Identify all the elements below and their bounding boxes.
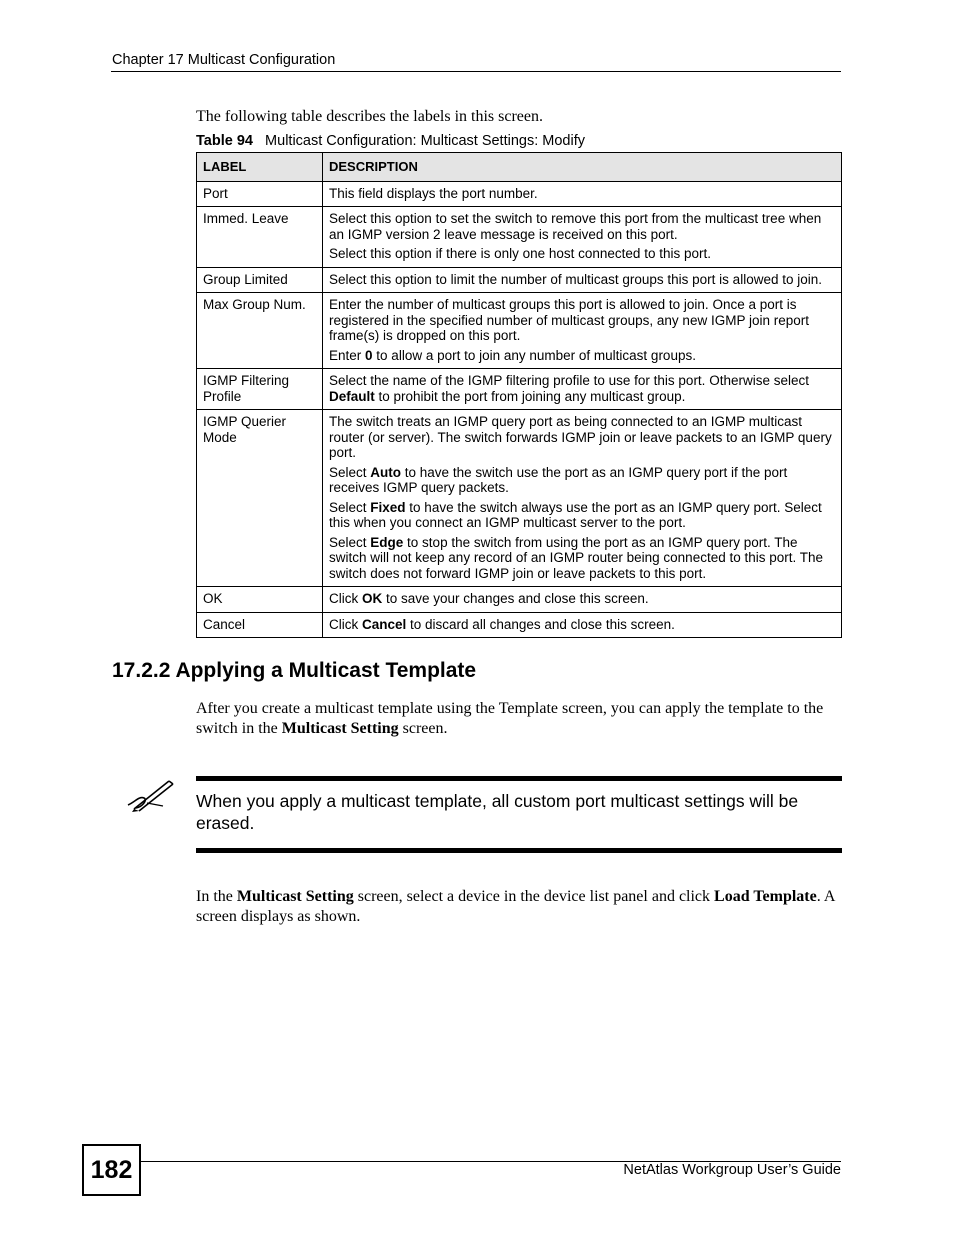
section-paragraph [196,699,844,739]
row-label: Cancel [197,612,323,638]
footer-guide-title: NetAtlas Workgroup User’s Guide [623,1162,841,1178]
final-paragraph-text-1: In the [196,888,237,905]
header-rule [111,71,841,72]
table-row [197,293,842,369]
table-header-row [197,153,842,182]
final-paragraph-text-2: screen, select a device in the device list panel and click [353,888,715,905]
description-paragraph [329,535,836,582]
description-paragraph [329,373,836,404]
section-paragraph-text: After you create a multicast template using the Template screen, you can apply the template to the switch in the [196,700,824,737]
row-description [323,369,842,410]
table-row [197,587,842,613]
description-text: Select [329,534,371,550]
table-row [197,181,842,207]
section-heading: 17.2.2 Applying a Multicast Template [112,659,477,682]
description-paragraph [329,348,836,364]
row-label: IGMP Querier Mode [197,410,323,587]
description-bold-term: 0 [365,347,373,363]
section-paragraph-text-end: screen. [398,720,448,737]
row-description [323,267,842,293]
note-bottom-rule [196,848,842,853]
row-label: Max Group Num. [197,293,323,369]
note-top-rule [196,776,842,781]
row-label: IGMP Filtering Profile [197,369,323,410]
description-text: to have the switch always use the port as an IGMP query port. Select this when you connect an IGMP multicast server to the port. [329,499,822,530]
row-description [323,612,842,638]
row-description [323,293,842,369]
row-description [323,181,842,207]
description-bold-term: Cancel [362,616,407,632]
description-bold-term: OK [362,591,383,606]
description-paragraph: This field displays the port number. [329,185,538,201]
final-paragraph [196,887,844,927]
description-paragraph [329,500,836,531]
description-text: to stop the switch from using the port as an IGMP query port. The switch will not keep any record of an IGMP router being connected to this port. The switch does not forward IGMP join or leave packets to this port. [329,534,824,581]
column-header-label: LABEL [197,153,323,182]
intro-text: The following table describes the labels in this screen. [196,108,544,125]
table-caption [196,133,585,149]
description-bold-term: Auto [370,464,402,480]
description-text: to discard all changes and close this screen. [406,616,675,632]
final-paragraph-text-3: . A screen displays as shown. [196,888,835,925]
description-paragraph: Enter the number of multicast groups this port is allowed to join. Once a port is registered in the specified number of multicast groups, any new IGMP join report frame(s) is dropped on this port. [329,297,809,343]
description-text: to allow a port to join any number of multicast groups. [372,347,696,363]
description-paragraph: The switch treats an IGMP query port as being connected to an IGMP multicast router (or server). The switch forwards IGMP join or leave packets to an IGMP query port. [329,414,832,460]
row-description [323,410,842,587]
description-table [196,152,842,638]
description-text: Click [329,616,362,632]
description-text: to save your changes and close this screen. [382,591,649,606]
table-row [197,410,842,587]
description-text: Enter [329,347,366,363]
description-bold-term: Edge [370,534,404,550]
description-paragraph [329,617,836,633]
running-header: Chapter 17 Multicast Configuration [112,52,336,68]
description-text: Select the name of the IGMP filtering profile to use for this port. Otherwise select [329,373,809,388]
description-text: Click [329,591,362,606]
column-header-description: DESCRIPTION [323,153,842,182]
row-description [323,207,842,268]
row-label: OK [197,587,323,613]
table-row [197,612,842,638]
table-row [197,267,842,293]
table-row [197,369,842,410]
table-caption-number: Table 94 [196,133,253,149]
final-paragraph-bold-1: Multicast Setting [236,888,354,905]
table-body [197,181,842,638]
description-paragraph [329,465,836,496]
description-paragraph: Select this option to limit the number of multicast groups this port is allowed to join. [329,271,822,287]
row-label: Port [197,181,323,207]
final-paragraph-bold-2: Load Template [714,888,817,905]
description-text: Select [329,499,371,515]
page-number: 182 [82,1144,141,1196]
description-text: to have the switch use the port as an IGMP query port if the port receives IGMP query packets. [329,464,788,495]
description-bold-term: Default [329,388,375,404]
pencil-note-icon [123,778,175,812]
description-paragraph [329,591,836,607]
row-label: Group Limited [197,267,323,293]
note-text: When you apply a multicast template, all custom port multicast settings will be erased. [196,791,799,833]
description-paragraph: Select this option to set the switch to remove this port from the multicast tree when an IGMP version 2 leave message is received on this port. [329,211,822,242]
row-label: Immed. Leave [197,207,323,268]
description-text: to prohibit the port from joining any multicast group. [374,388,686,404]
table-caption-title: Multicast Configuration: Multicast Settings: Modify [265,133,585,149]
section-paragraph-bold: Multicast Setting [281,720,399,737]
table-row [197,207,842,268]
description-text: Select [329,464,371,480]
description-bold-term: Fixed [370,499,406,515]
description-paragraph: Select this option if there is only one host connected to this port. [329,246,711,261]
row-description [323,587,842,613]
